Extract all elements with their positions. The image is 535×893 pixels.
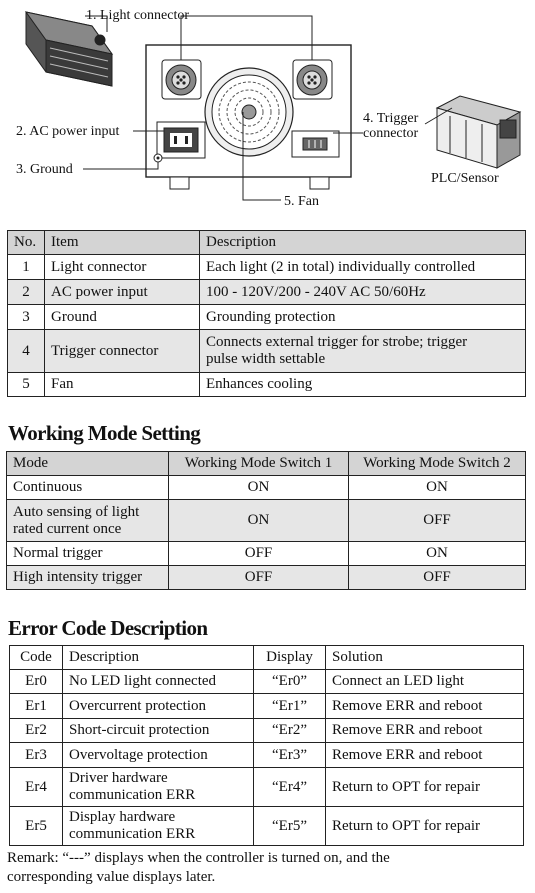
- row-code: Er4: [10, 768, 63, 807]
- row-switch1: OFF: [169, 566, 349, 590]
- table-row: [10, 743, 524, 768]
- row-display: “Er1”: [254, 694, 326, 719]
- row-mode-line: rated current once: [13, 520, 122, 537]
- row-item: Trigger connector: [45, 330, 200, 373]
- led-light-bar-illustration: [26, 12, 112, 86]
- header-display: Display: [254, 646, 326, 670]
- row-display: “Er4”: [254, 768, 326, 807]
- row-mode-line: Auto sensing of light: [13, 503, 140, 520]
- header-switch1: Working Mode Switch 1: [169, 452, 349, 476]
- row-description-line: Connects external trigger for strobe; trigger: [206, 334, 468, 350]
- row-switch2: OFF: [349, 566, 526, 590]
- header-item: Item: [45, 231, 200, 255]
- row-description: Each light (2 in total) individually controlled: [200, 255, 526, 280]
- row-switch2: ON: [349, 542, 526, 566]
- row-no: 3: [8, 305, 45, 330]
- table-header-row: [10, 646, 524, 670]
- table-row: [8, 330, 526, 373]
- header-switch2: Working Mode Switch 2: [349, 452, 526, 476]
- table-row: [10, 694, 524, 719]
- row-description-line: communication ERR: [69, 826, 196, 842]
- callout-ground: 3. Ground: [16, 162, 73, 177]
- row-description: 100 - 120V/200 - 240V AC 50/60Hz: [200, 280, 526, 305]
- row-description: Short-circuit protection: [63, 719, 254, 743]
- working-mode-table: [6, 451, 526, 590]
- table-row: [10, 768, 524, 807]
- table-row: [8, 373, 526, 397]
- error-code-title: Error Code Description: [8, 616, 208, 640]
- row-no: 2: [8, 280, 45, 305]
- header-code: Code: [10, 646, 63, 670]
- row-solution: Return to OPT for repair: [326, 768, 524, 807]
- row-item: Ground: [45, 305, 200, 330]
- row-no: 5: [8, 373, 45, 397]
- header-solution: Solution: [326, 646, 524, 670]
- row-code: Er0: [10, 670, 63, 694]
- row-no: 4: [8, 330, 45, 373]
- row-mode: High intensity trigger: [7, 566, 169, 590]
- remark: [7, 849, 527, 887]
- callout-ac-power-input: 2. AC power input: [16, 124, 120, 139]
- table-row: [8, 255, 526, 280]
- header-mode: Mode: [7, 452, 169, 476]
- row-description-line: pulse width settable: [206, 351, 326, 367]
- row-item: Light connector: [45, 255, 200, 280]
- controller-illustration: [0, 0, 535, 222]
- working-mode-title: Working Mode Setting: [8, 421, 201, 445]
- row-description: Overvoltage protection: [63, 743, 254, 768]
- table-row: [10, 670, 524, 694]
- row-display: “Er3”: [254, 743, 326, 768]
- table-row: [8, 280, 526, 305]
- row-description: [200, 330, 526, 373]
- row-description: Enhances cooling: [200, 373, 526, 397]
- controller-body-illustration: [146, 45, 351, 189]
- header-no: No.: [8, 231, 45, 255]
- error-code-table: [9, 645, 524, 846]
- row-solution: Remove ERR and reboot: [326, 743, 524, 768]
- row-display: “Er2”: [254, 719, 326, 743]
- callout-trigger-connector-line1: 4. Trigger: [363, 111, 419, 126]
- header-description: Description: [200, 231, 526, 255]
- row-description: [63, 807, 254, 846]
- row-description-line: communication ERR: [69, 787, 196, 803]
- row-item: AC power input: [45, 280, 200, 305]
- row-description-line: Display hardware: [69, 809, 176, 825]
- plc-sensor-illustration: [437, 96, 520, 168]
- row-description: [63, 768, 254, 807]
- row-mode: [7, 500, 169, 542]
- table-row: [8, 305, 526, 330]
- row-solution: Remove ERR and reboot: [326, 694, 524, 719]
- row-solution: Remove ERR and reboot: [326, 719, 524, 743]
- row-display: “Er0”: [254, 670, 326, 694]
- row-switch2: ON: [349, 476, 526, 500]
- callout-trigger-connector-line2: connector: [363, 126, 419, 141]
- row-display: “Er5”: [254, 807, 326, 846]
- controller-diagram: [0, 0, 535, 222]
- row-code: Er2: [10, 719, 63, 743]
- row-no: 1: [8, 255, 45, 280]
- row-mode: Continuous: [7, 476, 169, 500]
- header-description: Description: [63, 646, 254, 670]
- row-solution: Connect an LED light: [326, 670, 524, 694]
- row-switch1: ON: [169, 476, 349, 500]
- table-row: [7, 476, 526, 500]
- remark-line: Remark: “---” displays when the controller is turned on, and the: [7, 850, 390, 866]
- row-item: Fan: [45, 373, 200, 397]
- row-mode: Normal trigger: [7, 542, 169, 566]
- row-description: Grounding protection: [200, 305, 526, 330]
- callout-plc-sensor: PLC/Sensor: [431, 171, 499, 186]
- row-description-line: Driver hardware: [69, 770, 168, 786]
- row-switch2: OFF: [349, 500, 526, 542]
- table-row: [10, 719, 524, 743]
- row-description: No LED light connected: [63, 670, 254, 694]
- table-row: [10, 807, 524, 846]
- row-code: Er5: [10, 807, 63, 846]
- callout-fan: 5. Fan: [284, 194, 319, 209]
- table-row: [7, 500, 526, 542]
- row-code: Er1: [10, 694, 63, 719]
- table-header-row: [7, 452, 526, 476]
- table-row: [7, 542, 526, 566]
- row-switch1: ON: [169, 500, 349, 542]
- row-code: Er3: [10, 743, 63, 768]
- callout-light-connector: 1. Light connector: [86, 8, 190, 23]
- row-solution: Return to OPT for repair: [326, 807, 524, 846]
- table-row: [7, 566, 526, 590]
- row-switch1: OFF: [169, 542, 349, 566]
- row-description: Overcurrent protection: [63, 694, 254, 719]
- remark-line: corresponding value displays later.: [7, 869, 216, 885]
- component-table: [7, 230, 526, 397]
- table-header-row: [8, 231, 526, 255]
